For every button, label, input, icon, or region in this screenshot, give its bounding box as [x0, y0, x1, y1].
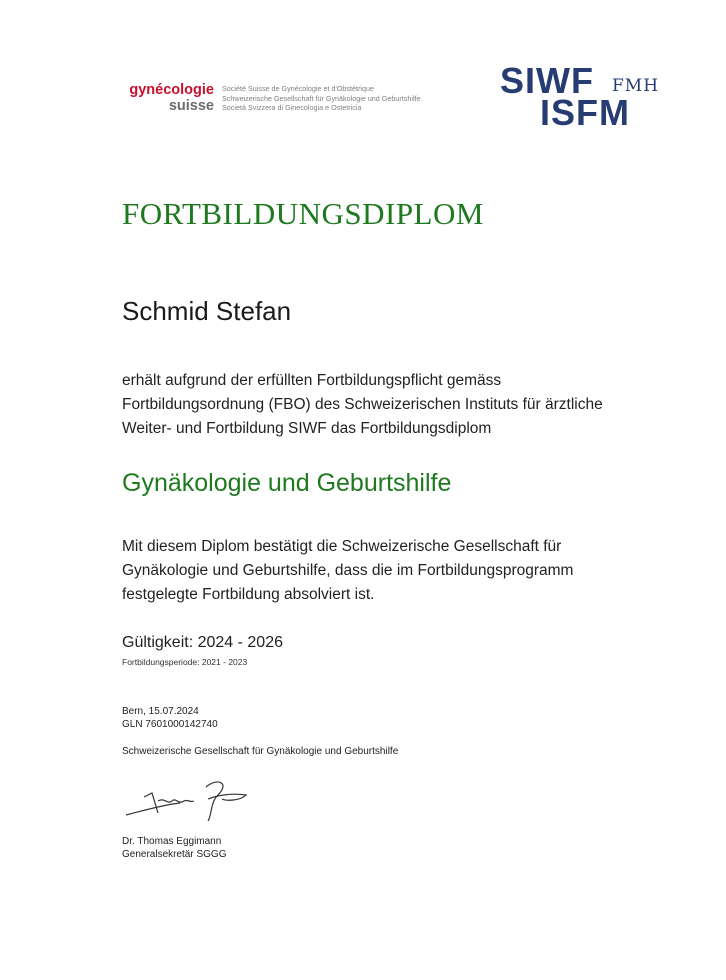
confirmation-line: festgelegte Fortbildung absolviert ist.: [122, 586, 375, 603]
issuing-society: Schweizerische Gesellschaft für Gynäkologie und Geburtshilfe: [122, 746, 399, 757]
siwf-logo-bottom: ISFM: [540, 92, 630, 133]
recipient-name: Schmid Stefan: [122, 296, 292, 326]
gyn-logo-wordmark: [122, 82, 214, 114]
handwritten-signature: [122, 775, 252, 825]
intro-line: erhält aufgrund der erfüllten Fortbildungspflicht gemäss: [122, 372, 502, 389]
period-text: Fortbildungsperiode: 2021 - 2023: [122, 657, 248, 667]
diploma-title: FORTBILDUNGSDIPLOM: [122, 196, 484, 231]
signer-role: Generalsekretär SGGG: [122, 849, 227, 860]
signer-name: Dr. Thomas Eggimann: [122, 836, 222, 847]
gyn-logo-society-names: [222, 84, 482, 113]
intro-line: Weiter- und Fortbildung SIWF das Fortbildungsdiplom: [122, 420, 492, 437]
gyn-logo-line-it: Società Svizzera di Ginecologia e Ostetricia: [222, 103, 362, 113]
confirmation-paragraph: [122, 535, 573, 607]
gyn-logo-word-1: gynécologie: [129, 82, 214, 98]
siwf-logo-top: SIWF: [500, 60, 594, 101]
place-date: Bern, 15.07.2024: [122, 706, 199, 717]
intro-paragraph: [122, 369, 603, 441]
siwf-logo-fmh: FMH: [612, 76, 660, 96]
validity-text: Gültigkeit: 2024 - 2026: [122, 634, 283, 651]
intro-line: Fortbildungsordnung (FBO) des Schweizerischen Instituts für ärztliche: [122, 396, 603, 413]
specialty-heading: Gynäkologie und Geburtshilfe: [122, 469, 452, 497]
gln-number: GLN 7601000142740: [122, 719, 218, 730]
gyn-logo-line-de: Schweizerische Gesellschaft für Gynäkologie und Geburtshilfe: [222, 93, 421, 103]
siwf-isfm-logo: [500, 62, 670, 136]
gyn-logo-line-fr: Société Suisse de Gynécologie et d'Obstétrique: [222, 84, 375, 93]
confirmation-line: Mit diesem Diplom bestätigt die Schweizerische Gesellschaft für: [122, 538, 562, 555]
confirmation-line: Gynäkologie und Geburtshilfe, dass die im Fortbildungsprogramm: [122, 562, 574, 579]
gyn-logo-word-2: suisse: [168, 98, 214, 114]
